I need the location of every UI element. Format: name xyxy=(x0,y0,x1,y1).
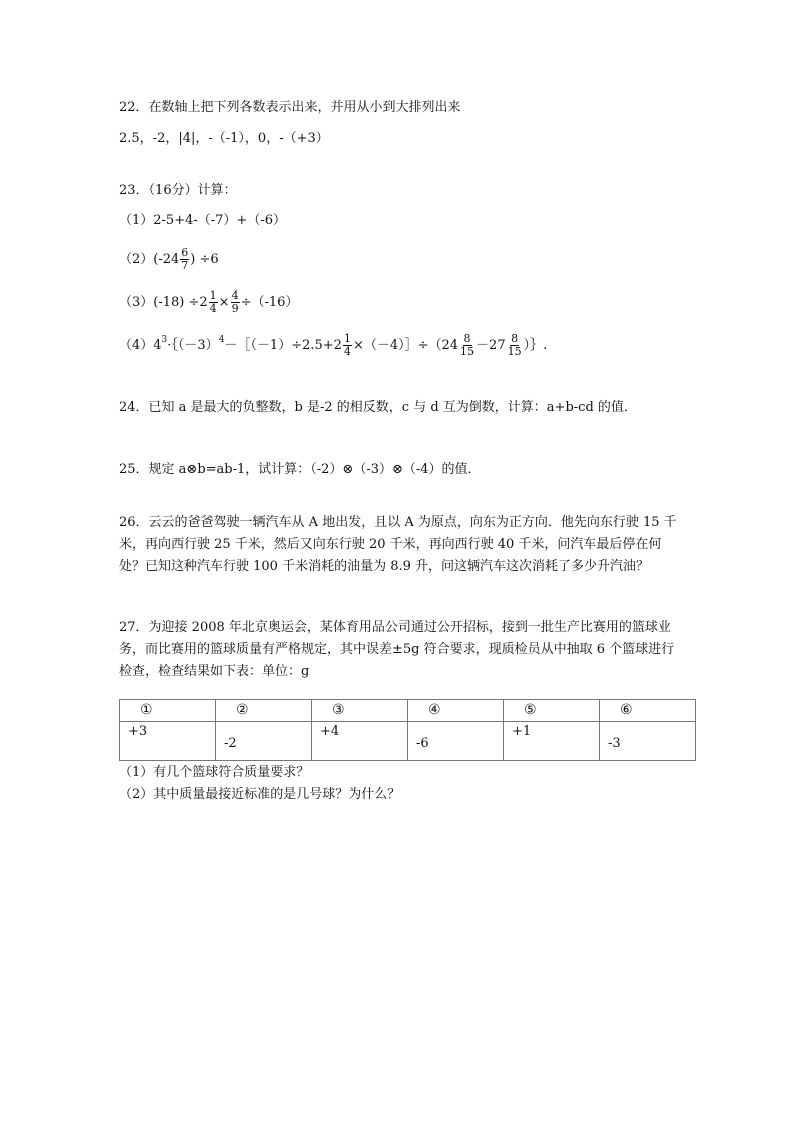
q22-numbers: 2.5，-2，|4|，-（-1），0，-（+3） xyxy=(119,131,329,146)
q25-text: 25．规定 a⊗b=ab-1，试计算：（-2）⊗（-3）⊗（-4）的值． xyxy=(119,462,481,477)
table-header-cell: ① xyxy=(120,700,216,722)
fraction: $\frac{4}{9}$ xyxy=(231,289,239,315)
q23-part4: （4）4 3 ·｛（－3） 4 －［（－1）÷2.5+2 $\frac{1}{4}$ ×（－4）］÷（24 $\frac{8}{15}$ －27 $\frac{8}{15}$ ）｝. xyxy=(119,332,548,358)
q23-part1: （1）2-5+4-（-7）+（-6） xyxy=(119,213,286,228)
q27-sub1: （1）有几个篮球符合质量要求？ xyxy=(119,765,310,780)
fraction: $\frac{1}{4}$ xyxy=(209,289,217,315)
table-header-cell: ④ xyxy=(408,700,504,722)
table-cell: +1 xyxy=(504,722,600,761)
fraction: $\frac{1}{4}$ xyxy=(343,332,351,358)
table-header-cell: ③ xyxy=(312,700,408,722)
q23-part3: （3）(-18) ÷2 $\frac{1}{4}$ × $\frac{4}{9}$ ÷（-16） xyxy=(119,289,299,315)
fraction: $\frac{8}{15}$ xyxy=(507,332,522,358)
table-header-row xyxy=(120,700,696,722)
table-cell: +3 xyxy=(120,722,216,761)
table-row xyxy=(120,722,696,761)
table-header-cell: ② xyxy=(216,700,312,722)
table-cell: -3 xyxy=(600,722,696,761)
q24-text: 24．已知 a 是最大的负整数，b 是-2 的相反数，c 与 d 互为倒数，计算：a+b-cd 的值． xyxy=(119,400,637,415)
q26-text: 26．云云的爸爸驾驶一辆汽车从 A 地出发，且以 A 为原点，向东为正方向．他先向东行驶 15 千米，再向西行驶 25 千米，然后又向东行驶 20 千米，再向西行驶 40 千米，问汽车最后停在何处？已知这种汽车行驶 100 千米消耗的油量为 8.9 升，问这辆汽车这次消耗了多少升汽油？ xyxy=(119,515,677,574)
q27-text: 27．为迎接 2008 年北京奥运会，某体育用品公司通过公开招标，接到一批生产比赛用的篮球业务，而比赛用的篮球质量有严格规定，其中误差±5g 符合要求，现质检员从中抽取 6 个篮球进行检查，检查结果如下表：单位：g xyxy=(119,620,675,679)
q23-part2: （2）(-24 $\frac{6}{7}$ ) ÷6 xyxy=(119,246,219,272)
q22-title: 22．在数轴上把下列各数表示出来，并用从小到大排列出来 xyxy=(119,100,461,115)
table-cell: -6 xyxy=(408,722,504,761)
table-cell: -2 xyxy=(216,722,312,761)
table-cell: +4 xyxy=(312,722,408,761)
q23-title: 23．（16分）计算： xyxy=(119,183,237,198)
table-header-cell: ⑤ xyxy=(504,700,600,722)
basketball-table xyxy=(119,699,696,761)
table-header-cell: ⑥ xyxy=(600,700,696,722)
q27-sub2: （2）其中质量最接近标准的是几号球？为什么？ xyxy=(119,787,401,802)
fraction: $\frac{8}{15}$ xyxy=(460,332,475,358)
fraction: $\frac{6}{7}$ xyxy=(181,246,189,272)
